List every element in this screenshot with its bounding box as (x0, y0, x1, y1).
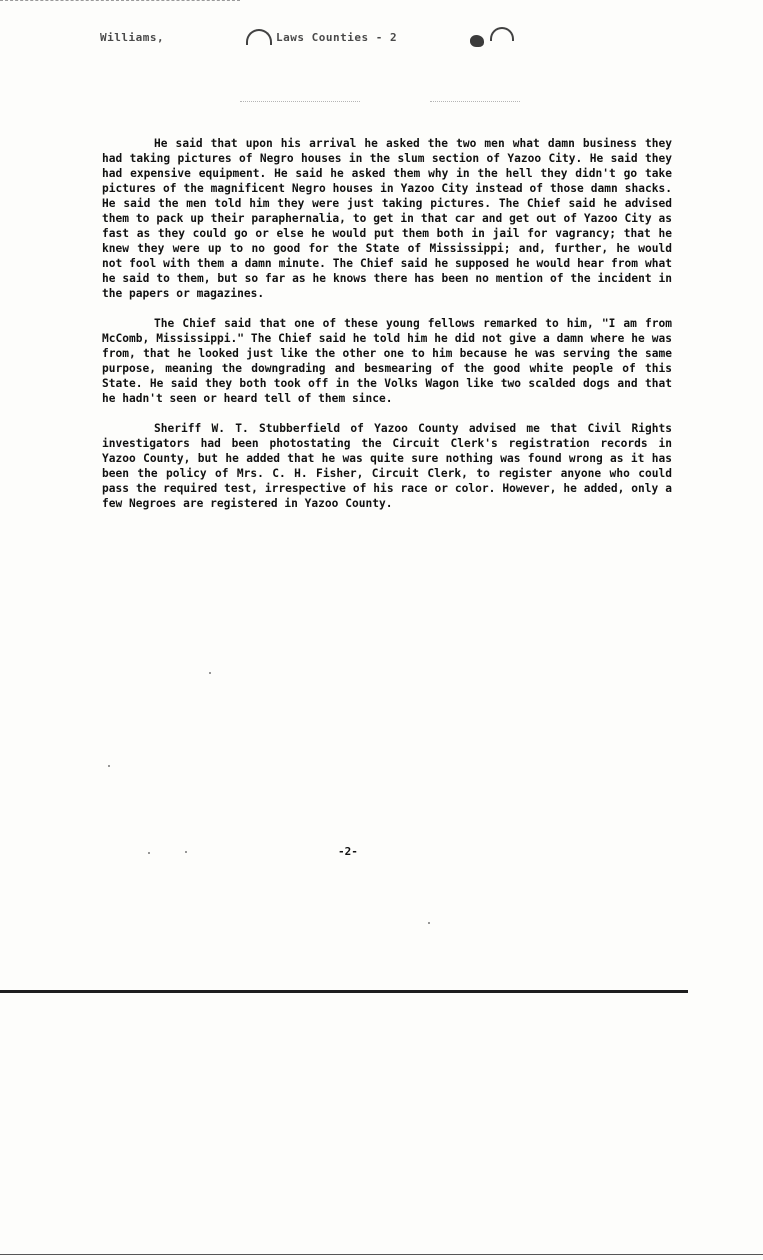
speck (148, 852, 150, 854)
header-ink-mark-2 (490, 27, 514, 41)
top-edge-perforation (0, 0, 240, 3)
speck (428, 922, 430, 924)
paragraph-sheriff-stubberfield: Sheriff W. T. Stubberfield of Yazoo County advised me that Civil Rights investigators had been photostating the Circuit Clerk's registration records in Yazoo County, but he added that he was quite sure nothing was found wrong as it has been the policy of Mrs. C. H. Fisher, Circuit Clerk, to register anyone who could pass the required test, irrespective of his race or color. However, he added, only a few Negroes are registered in Yazoo County. (102, 422, 672, 510)
page-header (100, 31, 700, 55)
speck (185, 851, 187, 853)
bottom-edge-line (0, 1254, 763, 1256)
speck (108, 765, 110, 767)
paragraph-mccomb-remark: The Chief said that one of these young fellows remarked to him, "I am from McComb, Mississippi." The Chief said he told him he did not give a damn where he was from, that he looked just like the other one to him because he was serving the same purpose, meaning the downgrading and besmearing of the good white people of this State. He said they both took off in the Volks Wagon like two scalded dogs and that he hadn't seen or heard tell of them since. (102, 317, 672, 405)
page-divider-line (0, 990, 688, 993)
paragraph-chief-arrival: He said that upon his arrival he asked the two men what damn business they had taking pictures of Negro houses in the slum section of Yazoo City. He said they had expensive equipment. He said he asked them why in the hell they didn't go take pictures of the magnificent Negro houses in Yazoo City instead of those damn shacks. He said the men told him they were just taking pictures. The Chief said he advised them to pack up their paraphernalia, to get in that car and get out of Yazoo City as fast as they could go or else he would put them both in jail for vagrancy; that he knew they were up to no good for the State of Mississippi; and, further, he would not fool with them a damn minute. The Chief said he supposed he would hear from what he said to them, but so far as he knows there has been no mention of the incident in the papers or magazines. (102, 137, 672, 300)
header-left-text: Williams, (100, 31, 165, 44)
faint-smudge (430, 101, 520, 103)
header-ink-mark (246, 29, 272, 45)
faint-smudge (240, 101, 360, 103)
ink-blot (470, 35, 484, 47)
header-right-text: Laws Counties - 2 (276, 31, 398, 44)
speck (209, 672, 211, 674)
document-body (102, 136, 672, 526)
page-number: -2- (338, 845, 358, 858)
